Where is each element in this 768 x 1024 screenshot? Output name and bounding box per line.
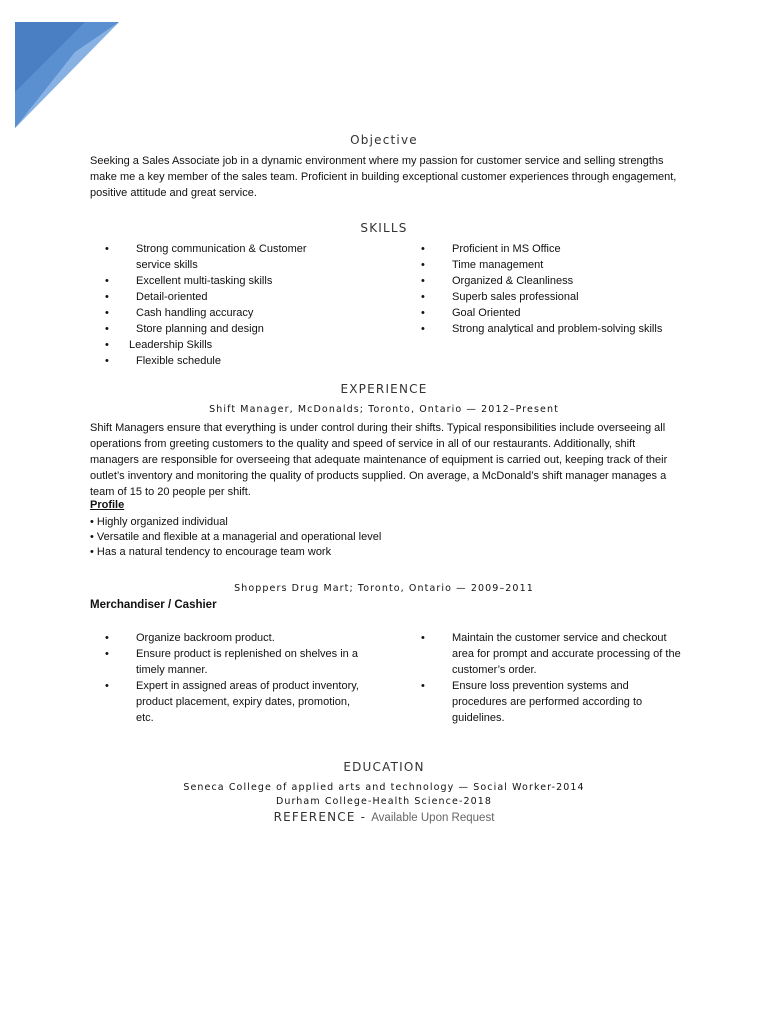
job2-header: Shoppers Drug Mart; Toronto, Ontario — 2009–2011 [234, 583, 534, 594]
objective-heading: Objective [350, 133, 418, 147]
skills-right-list [406, 241, 706, 337]
objective-text: Seeking a Sales Associate job in a dynamic environment where my passion for customer service and selling strengths make me a key member of the sales team. Proficient in building exceptional customer experiences through engagement, positive attitude and great service. [90, 155, 677, 199]
duty-item: • Maintain the customer service and checkout area for prompt and accurate processing of the customer’s order. [406, 630, 686, 678]
duty-item: • Expert in assigned areas of product inventory, product placement, expiry dates, promotion, etc. [90, 678, 370, 726]
skill-item: • Goal Oriented [406, 305, 706, 321]
skill-item: • Flexible schedule [90, 353, 340, 369]
skill-item: • Leadership Skills [90, 337, 340, 353]
reference-value: Available Upon Request [371, 812, 495, 824]
skill-item: • Superb sales professional [406, 289, 706, 305]
skills-left-list [90, 241, 340, 369]
profile-item: • Highly organized individual [90, 516, 228, 528]
skill-item: • Time management [406, 257, 706, 273]
skill-item: • Store planning and design [90, 321, 340, 337]
skill-item: • Detail-oriented [90, 289, 340, 305]
job2-title: Merchandiser / Cashier [90, 599, 217, 611]
skill-item: • Strong communication & Customer service skills [90, 241, 340, 273]
job1-header: Shift Manager, McDonalds; Toronto, Ontario — 2012–Present [209, 404, 559, 415]
profile-heading: Profile [90, 499, 125, 511]
education-heading: EDUCATION [343, 760, 425, 774]
education-line: Seneca College of applied arts and technology — Social Worker-2014 [183, 782, 585, 793]
duty-item: • Ensure product is replenished on shelves in a timely manner. [90, 646, 370, 678]
skill-item: • Proficient in MS Office [406, 241, 706, 257]
duty-item: • Organize backroom product. [90, 630, 370, 646]
corner-decoration [15, 22, 119, 128]
duty-item: • Ensure loss prevention systems and procedures are performed according to guidelines. [406, 678, 686, 726]
reference-label: REFERENCE - [273, 810, 367, 824]
skill-item: • Organized & Cleanliness [406, 273, 706, 289]
profile-item: • Has a natural tendency to encourage team work [90, 546, 332, 558]
profile-item: • Versatile and flexible at a managerial and operational level [90, 531, 382, 543]
job2-left-list [90, 630, 370, 726]
skill-item: • Cash handling accuracy [90, 305, 340, 321]
education-line: Durham College-Health Science-2018 [275, 796, 493, 807]
reference-line [0, 810, 768, 824]
job1-description: Shift Managers ensure that everything is under control during their shifts. Typical responsibilities include overseeing all operations from greeting customers to the quality and speed of service in all of our restaurants. Additionally, shift managers are responsible for overseeing that adequate maintenance of equipment is carried out, keeping track of their outlet’s inventory and monitoring the quality of products supplied. On average, a McDonald’s shift manager manages a team of 15 to 20 people per shift. [90, 422, 668, 498]
job2-right-list [406, 630, 686, 726]
skill-item: • Strong analytical and problem-solving skills [406, 321, 706, 337]
skills-heading: SKILLS [360, 221, 408, 235]
experience-heading: EXPERIENCE [340, 382, 428, 396]
skill-item: • Excellent multi-tasking skills [90, 273, 340, 289]
